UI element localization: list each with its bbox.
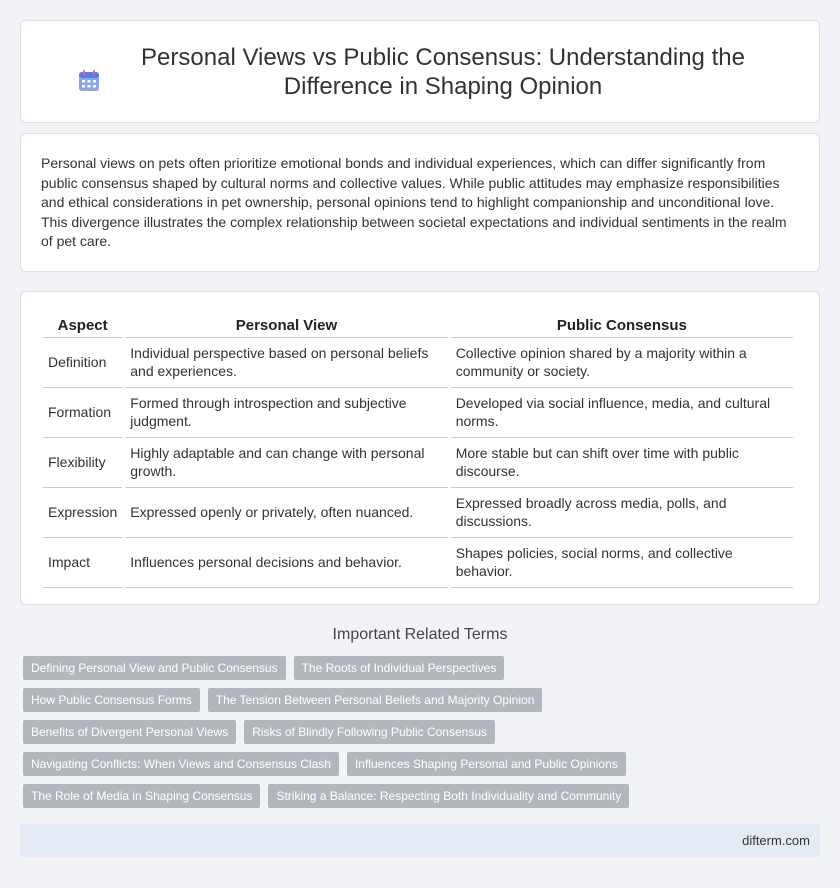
related-term-tag[interactable]: Defining Personal View and Public Consensus	[23, 656, 286, 680]
related-term-tag[interactable]: Influences Shaping Personal and Public Opinions	[347, 752, 626, 776]
public-consensus-cell: Expressed broadly across media, polls, and discussions.	[451, 488, 793, 538]
personal-view-cell: Formed through introspection and subjective judgment.	[125, 388, 447, 438]
header-aspect: Aspect	[43, 312, 122, 338]
aspect-cell: Expression	[43, 488, 122, 538]
personal-view-cell: Expressed openly or privately, often nuanced.	[125, 488, 447, 538]
related-term-tag[interactable]: How Public Consensus Forms	[23, 688, 200, 712]
related-terms-heading: Important Related Terms	[332, 626, 508, 643]
intro-card	[20, 133, 820, 272]
related-term-tag[interactable]: Risks of Blindly Following Public Consensus	[244, 720, 495, 744]
intro-paragraph: Personal views on pets often prioritize emotional bonds and individual experiences, which can differ significantly from public consensus shaped by cultural norms and collective values. While public attitudes may emphasize responsibilities and ethical considerations in pet ownership, personal opinions tend to highlight companionship and unconditional love. This divergence illustrates the complex relationship between societal expectations and individual sentiments in the realm of pet care.	[41, 155, 787, 249]
footer-site-link[interactable]: difterm.com	[742, 833, 810, 848]
related-terms-list	[20, 656, 663, 816]
public-consensus-cell: Collective opinion shared by a majority within a community or society.	[451, 338, 793, 388]
public-consensus-cell: More stable but can shift over time with public discourse.	[451, 438, 793, 488]
calendar-icon	[77, 69, 101, 93]
title-card	[20, 20, 820, 123]
aspect-cell: Definition	[43, 338, 122, 388]
personal-view-cell: Influences personal decisions and behavior.	[125, 538, 447, 588]
personal-view-cell: Highly adaptable and can change with personal growth.	[125, 438, 447, 488]
related-term-tag[interactable]: Striking a Balance: Respecting Both Individuality and Community	[268, 784, 629, 808]
footer	[20, 824, 820, 857]
table-row	[43, 538, 793, 588]
related-term-tag[interactable]: The Role of Media in Shaping Consensus	[23, 784, 260, 808]
table-header-row	[43, 312, 793, 338]
related-term-tag[interactable]: Benefits of Divergent Personal Views	[23, 720, 236, 744]
page-title: Personal Views vs Public Consensus: Understanding the Difference in Shaping Opinion	[141, 43, 745, 100]
personal-view-cell: Individual perspective based on personal beliefs and experiences.	[125, 338, 447, 388]
aspect-cell: Impact	[43, 538, 122, 588]
related-term-tag[interactable]: The Tension Between Personal Beliefs and Majority Opinion	[208, 688, 543, 712]
header-personal-view: Personal View	[125, 312, 447, 338]
related-term-tag[interactable]: The Roots of Individual Perspectives	[294, 656, 505, 680]
comparison-card	[20, 291, 820, 605]
table-row	[43, 438, 793, 488]
table-row	[43, 488, 793, 538]
table-row	[43, 388, 793, 438]
header-public-consensus: Public Consensus	[451, 312, 793, 338]
table-row	[43, 338, 793, 388]
comparison-table	[40, 312, 796, 588]
aspect-cell: Flexibility	[43, 438, 122, 488]
related-term-tag[interactable]: Navigating Conflicts: When Views and Consensus Clash	[23, 752, 339, 776]
aspect-cell: Formation	[43, 388, 122, 438]
public-consensus-cell: Developed via social influence, media, and cultural norms.	[451, 388, 793, 438]
related-terms-section	[20, 626, 820, 816]
public-consensus-cell: Shapes policies, social norms, and collective behavior.	[451, 538, 793, 588]
